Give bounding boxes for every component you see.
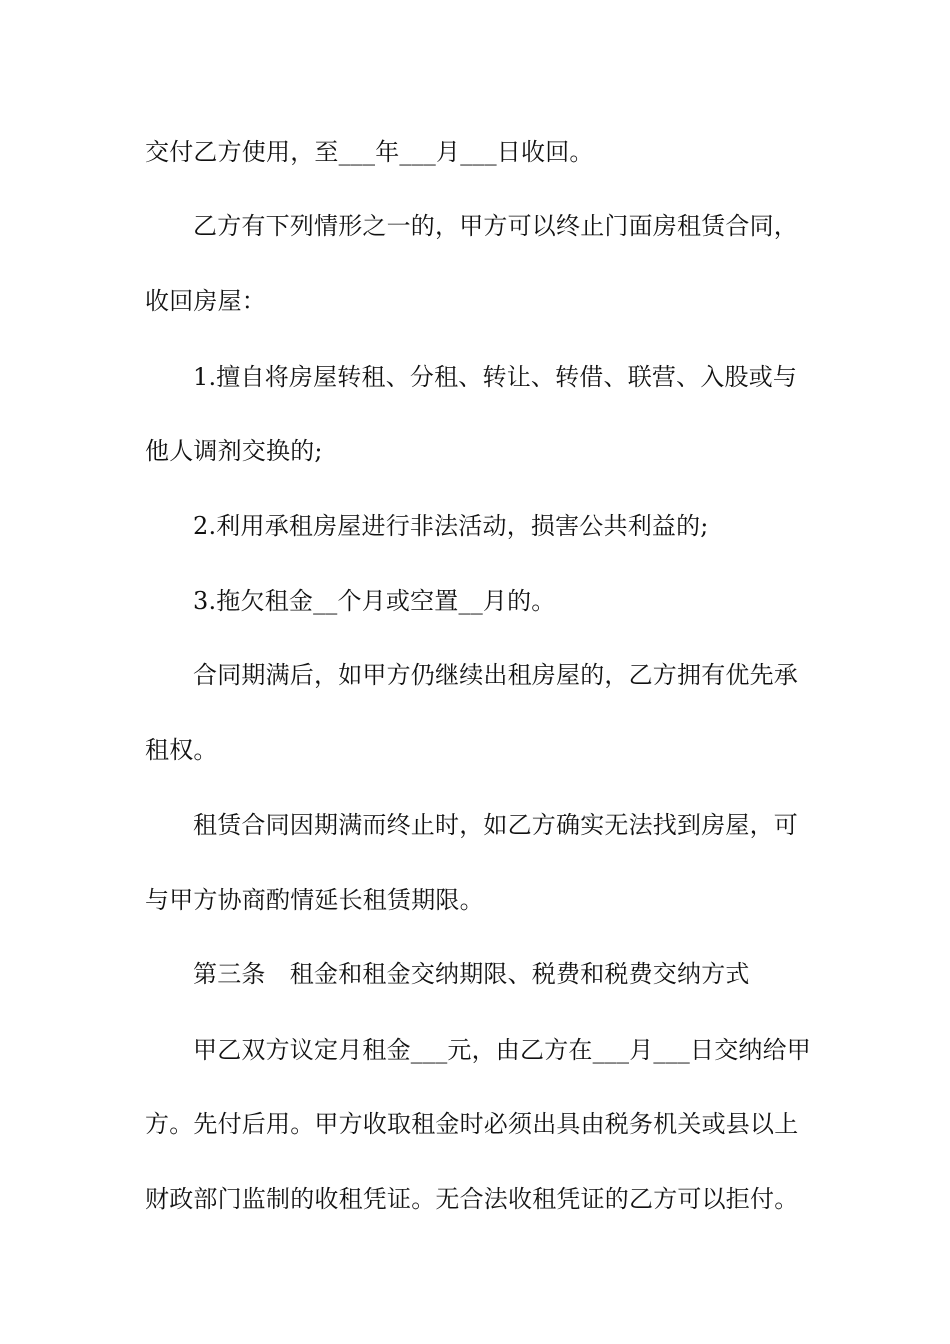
text-line: 与甲方协商酌情延长租赁期限。 (145, 886, 484, 914)
text-line: 租权。 (145, 736, 218, 764)
text-line: 租赁合同因期满而终止时，如乙方确实无法找到房屋，可 (193, 811, 798, 839)
text-line: 甲乙双方议定月租金___元，由乙方在___月___日交纳给甲 (193, 1036, 811, 1064)
text-line: 收回房屋： (145, 287, 266, 315)
text-line: 他人调剂交换的; (145, 437, 323, 465)
text-line: 乙方有下列情形之一的，甲方可以终止门面房租赁合同， (193, 212, 798, 240)
section-heading: 第三条 租金和租金交纳期限、税费和税费交纳方式 (193, 960, 750, 988)
text-line: 财政部门监制的收租凭证。无合法收租凭证的乙方可以拒付。 (145, 1185, 799, 1213)
text-line: 交付乙方使用，至___年___月___日收回。 (145, 138, 594, 166)
text-line: 方。先付后用。甲方收取租金时必须出具由税务机关或县以上 (145, 1110, 799, 1138)
text-line: 合同期满后，如甲方仍继续出租房屋的，乙方拥有优先承 (193, 661, 798, 689)
text-line: 1.擅自将房屋转租、分租、转让、转借、联营、入股或与 (193, 363, 798, 391)
text-line: 2.利用承租房屋进行非法活动，损害公共利益的; (193, 512, 709, 540)
text-line: 3.拖欠租金__个月或空置__月的。 (193, 587, 556, 615)
